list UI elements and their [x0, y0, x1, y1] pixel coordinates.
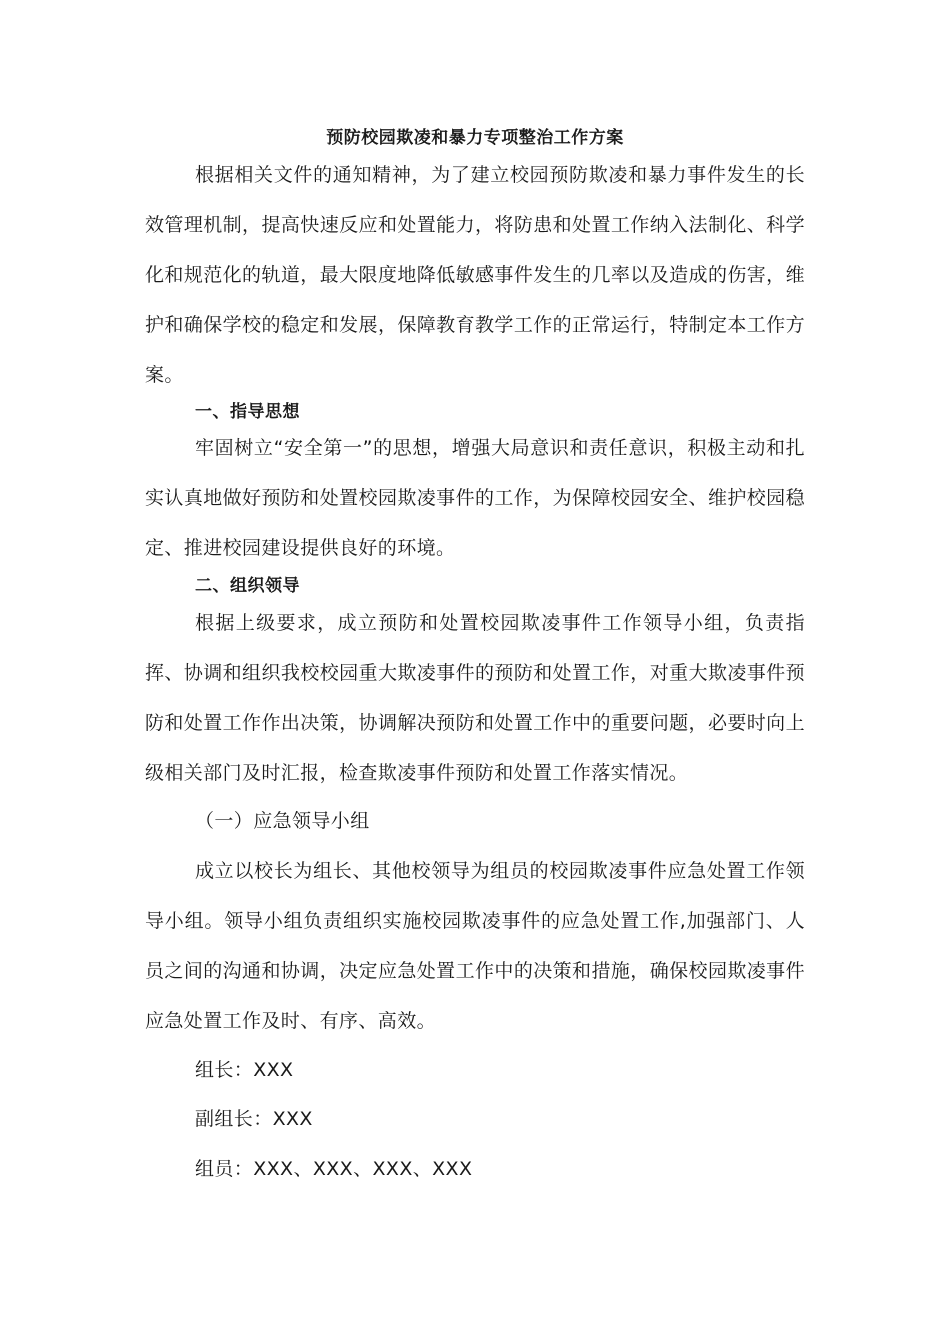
deputy-leader-line: 副组长：XXX	[195, 1108, 313, 1130]
document-title: 预防校园欺凌和暴力专项整治工作方案	[326, 128, 624, 148]
section-heading-organization: 二、组织领导	[195, 576, 300, 596]
subsection-heading-emergency-group: （一）应急领导小组	[195, 810, 370, 832]
group-leader-line: 组长：XXX	[195, 1059, 294, 1081]
subsection-body-emergency-group: 成立以校长为组长、其他校领导为组员的校园欺凌事件应急处置工作领导小组。领导小组负责组织实施校园欺凌事件的应急处置工作,加强部门、人员之间的沟通和协调，决定应急处置工作中的决策和措施，确保校园欺凌事件应急处置工作及时、有序、高效。	[145, 860, 805, 1032]
intro-paragraph: 根据相关文件的通知精神，为了建立校园预防欺凌和暴力事件发生的长效管理机制，提高快速反应和处置能力，将防患和处置工作纳入法制化、科学化和规范化的轨道，最大限度地降低敏感事件发生的几率以及造成的伤害，维护和确保学校的稳定和发展，保障教育教学工作的正常运行，特制定本工作方案。	[145, 164, 805, 386]
section-body-guiding-ideology: 牢固树立“安全第一”的思想，增强大局意识和责任意识，积极主动和扎实认真地做好预防和处置校园欺凌事件的工作，为保障校园安全、维护校园稳定、推进校园建设提供良好的环境。	[145, 437, 805, 559]
section-heading-guiding-ideology: 一、指导思想	[195, 402, 300, 422]
section-body-organization: 根据上级要求，成立预防和处置校园欺凌事件工作领导小组，负责指挥、协调和组织我校校园重大欺凌事件的预防和处置工作，对重大欺凌事件预防和处置工作作出决策，协调解决预防和处置工作中的重要问题，必要时向上级相关部门及时汇报，检查欺凌事件预防和处置工作落实情况。	[145, 612, 805, 784]
members-line: 组员：XXX、XXX、XXX、XXX	[195, 1158, 473, 1180]
